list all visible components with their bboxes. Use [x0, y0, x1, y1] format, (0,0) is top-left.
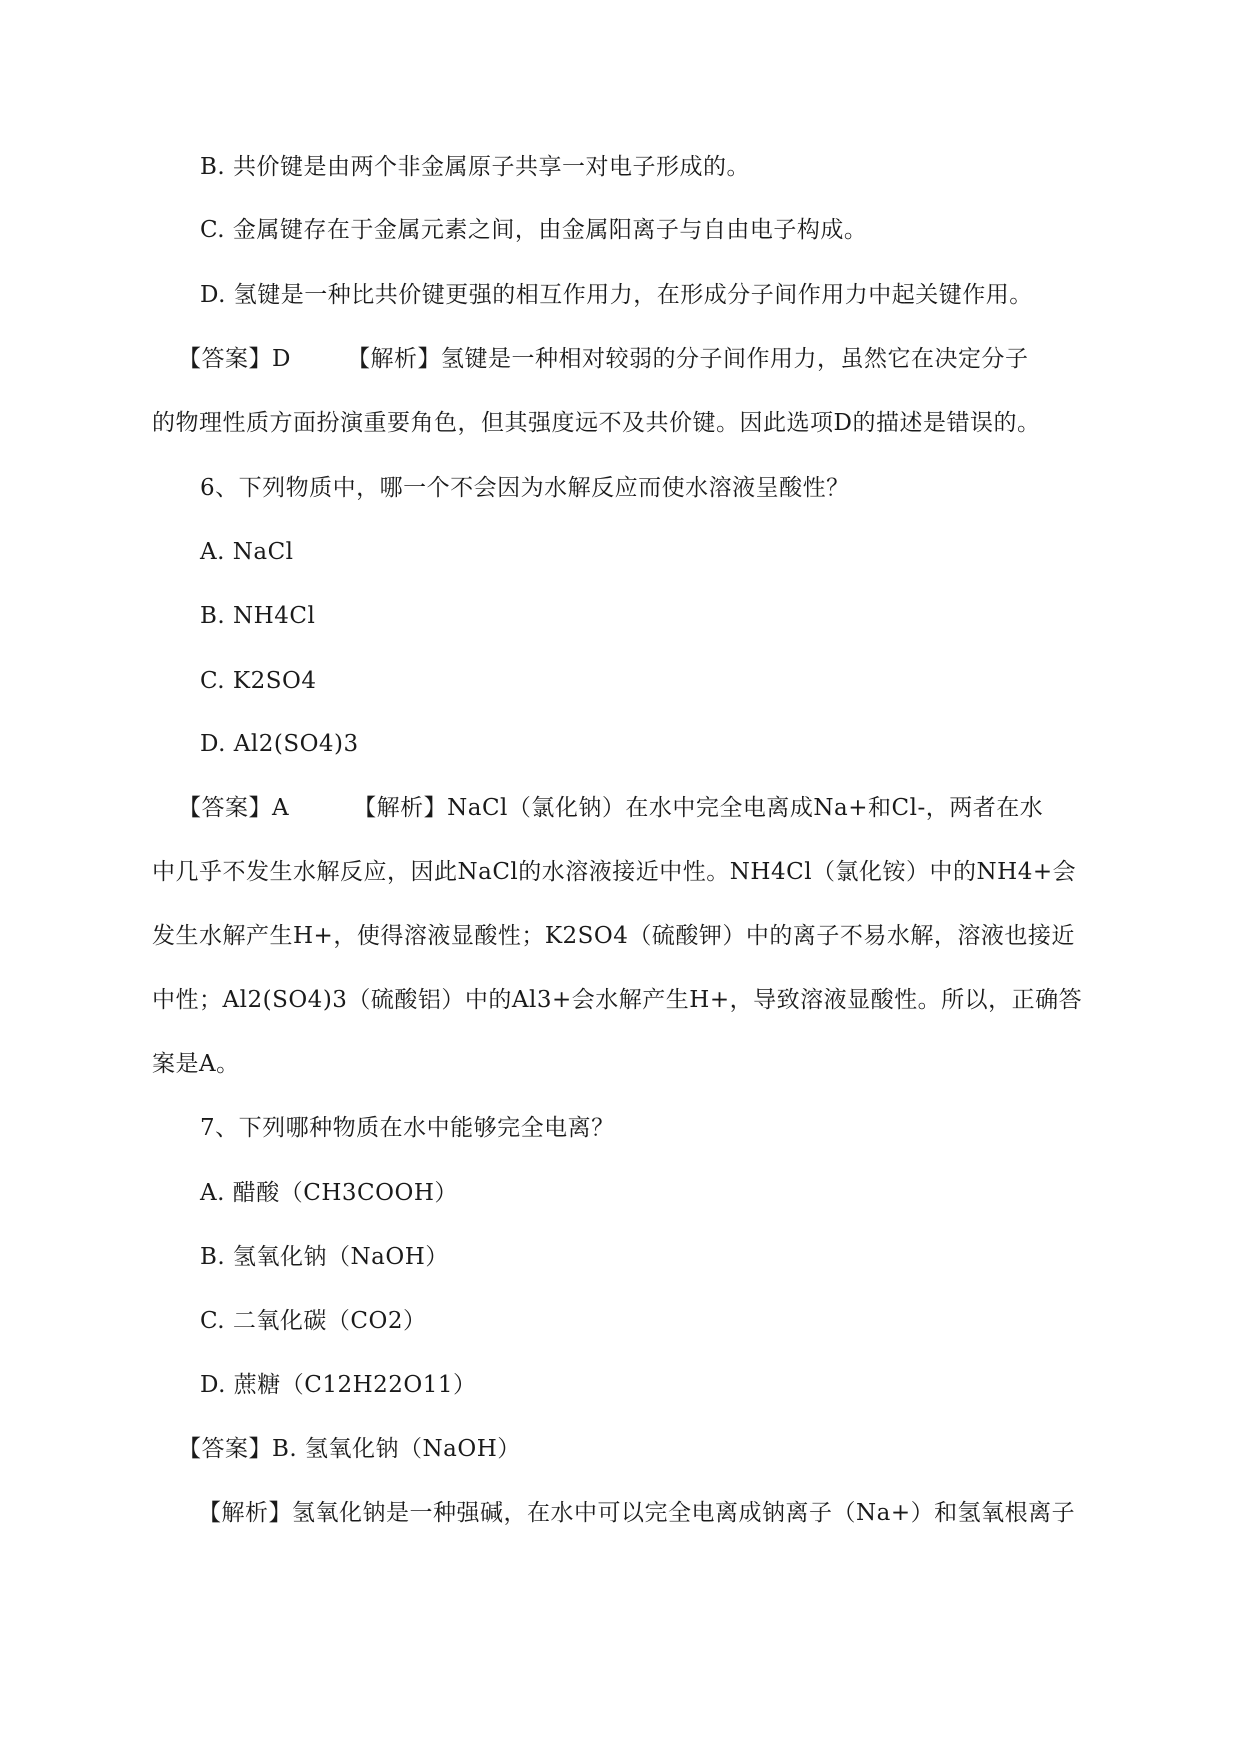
q5-answer: 【答案】D: [178, 346, 291, 372]
q5-analysis-line2: 的物理性质方面扮演重要角色，但其强度远不及共价键。因此选项D的描述是错误的。: [152, 410, 1041, 436]
q6-answer-line: [178, 793, 1043, 823]
q5-answer-line: [178, 344, 1028, 374]
q7-option-a: A. 醋酸（CH3COOH）: [200, 1180, 458, 1206]
q6-option-d: D. Al2(SO4)3: [200, 731, 359, 757]
q6-analysis-line5: 案是A。: [152, 1051, 240, 1077]
q6-question: 6、下列物质中，哪一个不会因为水解反应而使水溶液呈酸性？: [200, 475, 850, 501]
q7-option-c: C. 二氧化碳（CO2）: [200, 1308, 427, 1334]
q6-answer: 【答案】A: [178, 795, 290, 821]
q6-option-a: A. NaCl: [200, 539, 294, 565]
q5-option-b: B. 共价键是由两个非金属原子共享一对电子形成的。: [200, 154, 751, 180]
q5-option-c: C. 金属键存在于金属元素之间，由金属阳离子与自由电子构成。: [200, 217, 868, 243]
q6-analysis-line3: 发生水解产生H+，使得溶液显酸性；K2SO4（硫酸钾）中的离子不易水解，溶液也接近: [152, 923, 1075, 949]
q7-answer: 【答案】B. 氢氧化钠（NaOH）: [178, 1436, 521, 1462]
q5-option-d: D. 氢键是一种比共价键更强的相互作用力，在形成分子间作用力中起关键作用。: [200, 282, 1033, 308]
q6-analysis-line2: 中几乎不发生水解反应，因此NaCl的水溶液接近中性。NH4Cl（氯化铵）中的NH4+会: [152, 859, 1077, 885]
q7-option-b: B. 氢氧化钠（NaOH）: [200, 1244, 449, 1270]
q6-option-b: B. NH4Cl: [200, 603, 316, 629]
q7-question: 7、下列哪种物质在水中能够完全电离？: [200, 1115, 615, 1141]
q6-option-c: C. K2SO4: [200, 668, 317, 694]
q5-analysis-line1: 【解析】氢键是一种相对较弱的分子间作用力，虽然它在决定分子: [346, 346, 1029, 372]
q7-option-d: D. 蔗糖（C12H22O11）: [200, 1372, 477, 1398]
q6-analysis-line4: 中性；Al2(SO4)3（硫酸铝）中的Al3+会水解产生H+，导致溶液显酸性。所以，正确答: [152, 987, 1083, 1013]
q7-analysis-line1: 【解析】氢氧化钠是一种强碱，在水中可以完全电离成钠离子（Na+）和氢氧根离子: [198, 1500, 1076, 1526]
q6-analysis-line1: 【解析】NaCl（氯化钠）在水中完全电离成Na+和Cl-，两者在水: [353, 795, 1044, 821]
